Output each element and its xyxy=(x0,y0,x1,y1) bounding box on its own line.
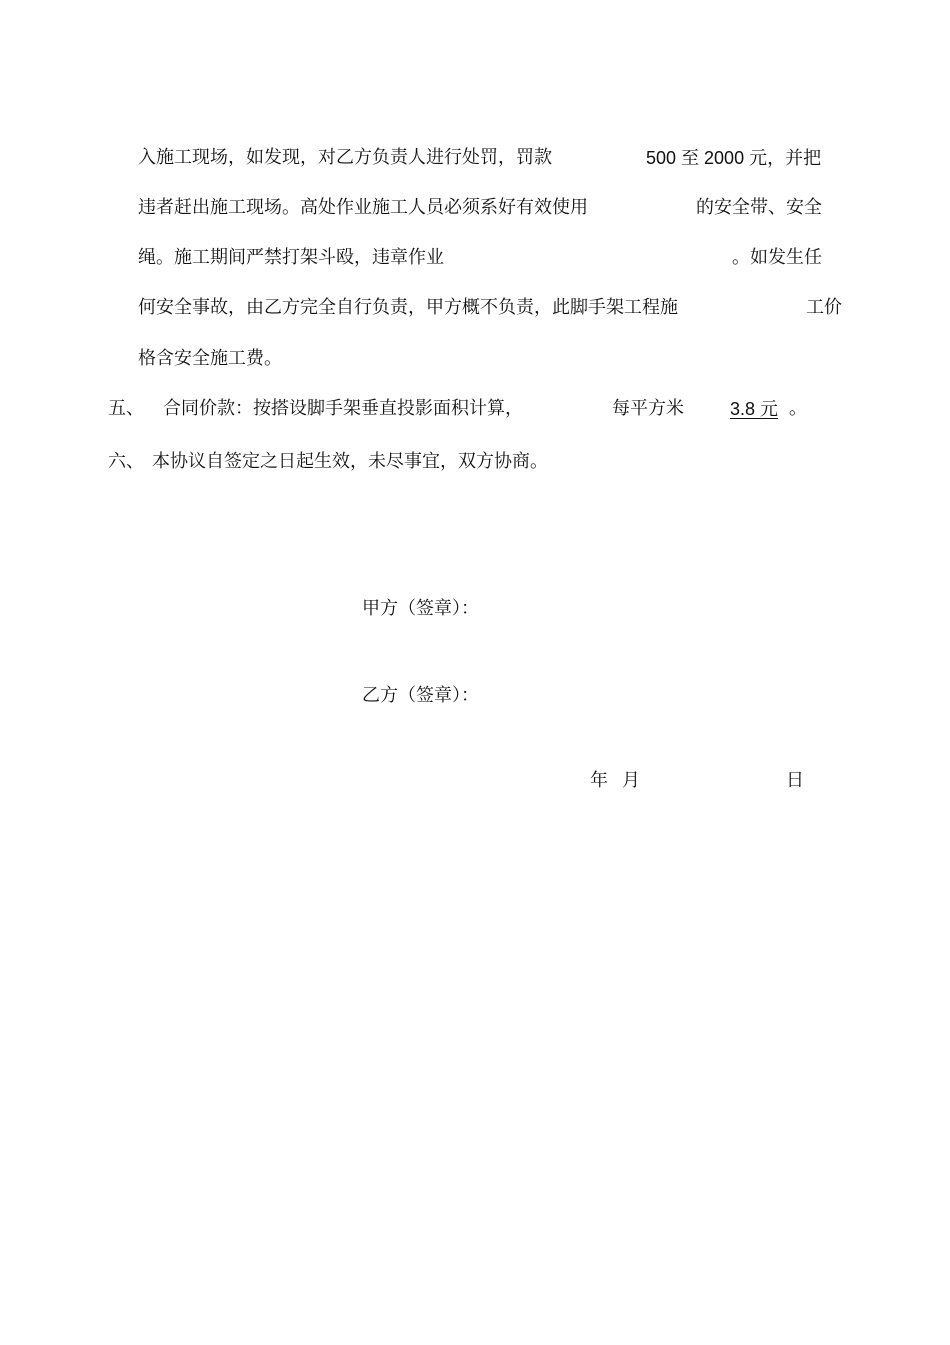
para4-line1-a: 入施工现场，如发现，对乙方负责人进行处罚，罚款 xyxy=(138,147,552,168)
date-day: 日 xyxy=(786,770,804,791)
party-a-signature: 甲方（签章）： xyxy=(362,598,479,619)
party-b-signature: 乙方（签章）： xyxy=(362,685,479,706)
date-month: 月 xyxy=(622,770,640,791)
para4-line3-b: 。如发生任 xyxy=(732,247,822,268)
para4-line5: 格含安全施工费。 xyxy=(138,348,282,369)
item5-text: 合同价款：按搭设脚手架垂直投影面积计算， xyxy=(163,398,523,419)
para4-line2-a: 违者赶出施工现场。高处作业施工人员必须系好有效使用 xyxy=(138,197,588,218)
item6-marker: 六、 xyxy=(108,451,144,472)
para4-line4-b: 工价 xyxy=(806,297,842,318)
item5-unit-label: 每平方米 xyxy=(612,398,684,419)
para4-line1-b: 500 至 2000 元，并把 xyxy=(646,148,822,168)
item5-end: 。 xyxy=(789,398,807,419)
item5-marker: 五、 xyxy=(108,398,144,419)
para4-line3-a: 绳。施工期间严禁打架斗殴，违章作业 xyxy=(138,247,444,268)
item6-text: 本协议自签定之日起生效，未尽事宜，双方协商。 xyxy=(152,451,548,472)
item5-price: 3.8 元 xyxy=(730,399,779,419)
date-year: 年 xyxy=(590,770,608,791)
para4-line2-b: 的安全带、安全 xyxy=(696,197,822,218)
para4-line4-a: 何安全事故，由乙方完全自行负责，甲方概不负责，此脚手架工程施 xyxy=(138,297,678,318)
